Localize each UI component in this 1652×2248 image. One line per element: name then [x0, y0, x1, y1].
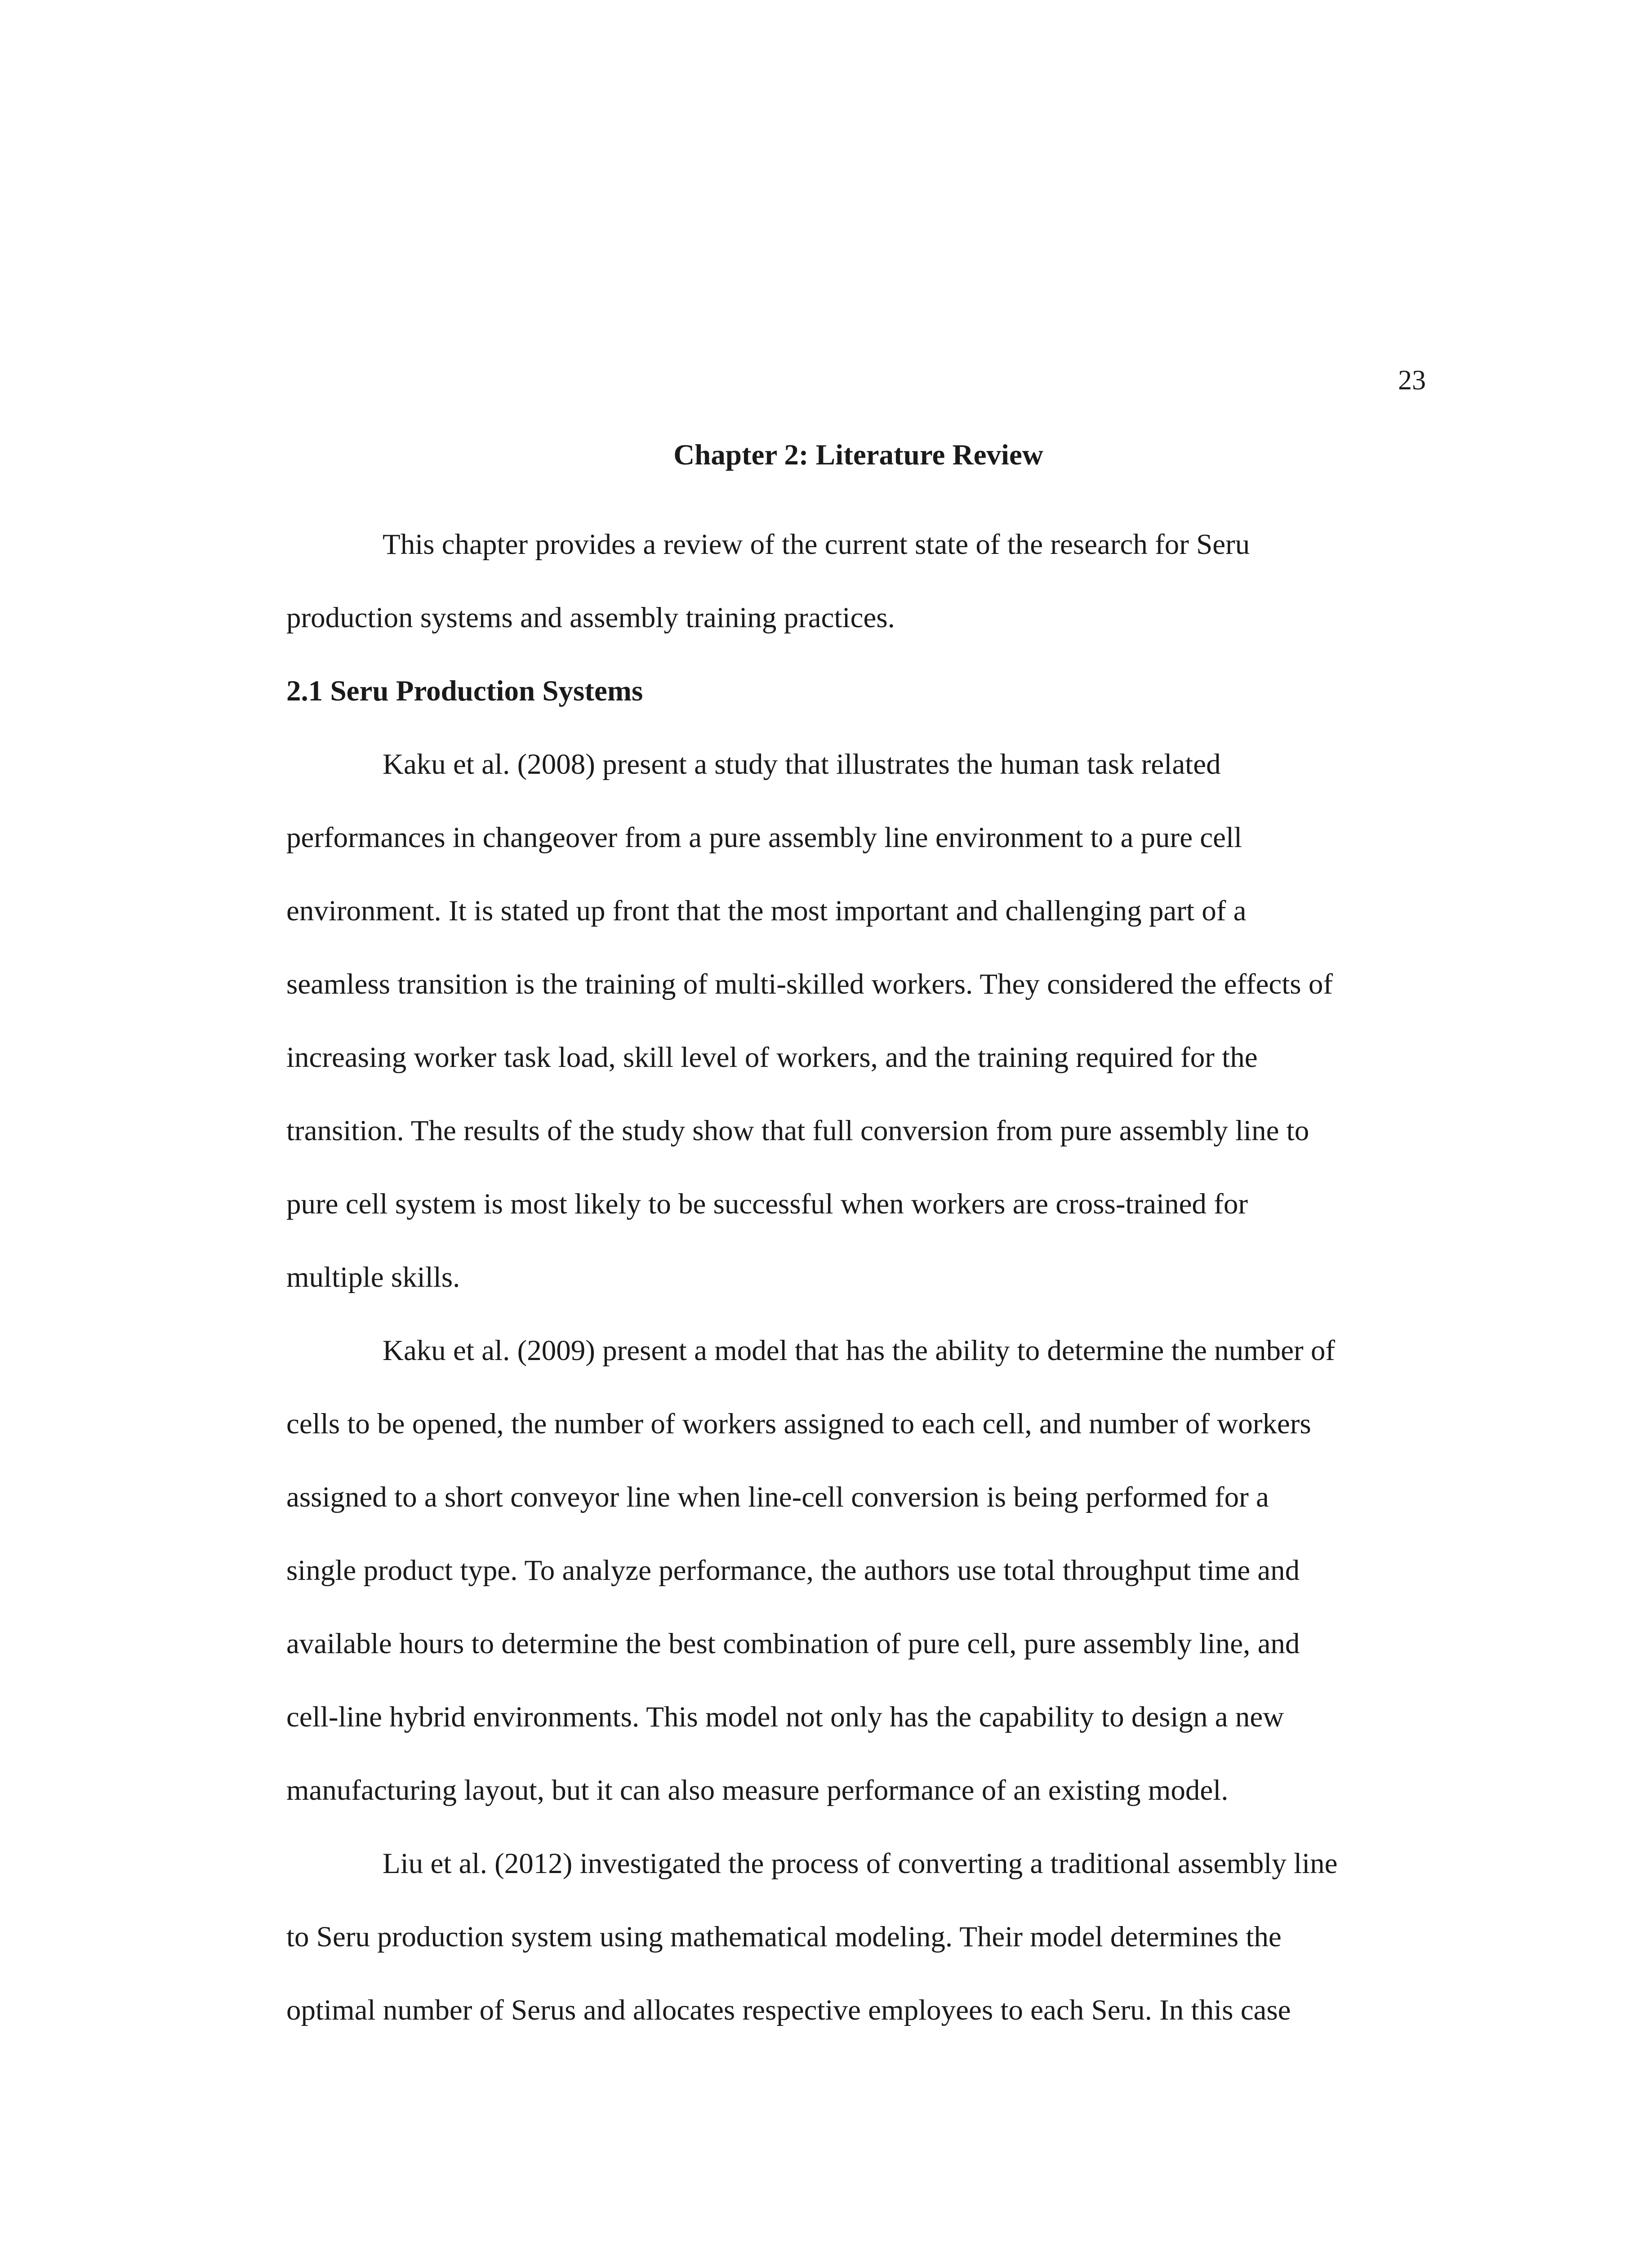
page-number: 23: [1398, 365, 1426, 396]
chapter-title: Chapter 2: Literature Review: [673, 439, 1043, 471]
text-line: pure cell system is most likely to be successful when workers are cross-trained for: [286, 1188, 1248, 1220]
intro-paragraph: [286, 508, 1430, 655]
section-heading: 2.1 Seru Production Systems: [286, 675, 643, 707]
text-line: increasing worker task load, skill level of workers, and the training required for the: [286, 1041, 1258, 1074]
text-line: to Seru production system using mathematical modeling. Their model determines the: [286, 1921, 1282, 1953]
text-line: Kaku et al. (2008) present a study that illustrates the human task related: [383, 748, 1221, 781]
text-line: manufacturing layout, but it can also measure performance of an existing model.: [286, 1774, 1229, 1806]
text-line: performances in changeover from a pure assembly line environment to a pure cell: [286, 821, 1242, 854]
text-line: Kaku et al. (2009) present a model that has the ability to determine the number of: [383, 1334, 1336, 1367]
text-line: Liu et al. (2012) investigated the process of converting a traditional assembly line: [383, 1847, 1338, 1880]
text-line: production systems and assembly training practices.: [286, 602, 895, 634]
paragraph-kaku-2008: [286, 728, 1430, 1314]
text-line: single product type. To analyze performance, the authors use total throughput time and: [286, 1554, 1300, 1587]
text-line: assigned to a short conveyor line when line-cell conversion is being performed for a: [286, 1481, 1269, 1513]
document-body: [286, 438, 1430, 2047]
text-line: optimal number of Serus and allocates respective employees to each Seru. In this case: [286, 1994, 1291, 2026]
text-line: multiple skills.: [286, 1261, 460, 1293]
paragraph-liu-2012: [286, 1827, 1430, 2047]
text-line: available hours to determine the best combination of pure cell, pure assembly line, and: [286, 1628, 1300, 1660]
text-line: This chapter provides a review of the current state of the research for Seru: [383, 528, 1250, 561]
text-line: environment. It is stated up front that the most important and challenging part of a: [286, 895, 1247, 927]
text-line: cells to be opened, the number of workers assigned to each cell, and number of workers: [286, 1408, 1311, 1440]
paragraph-kaku-2009: [286, 1314, 1430, 1827]
text-line: seamless transition is the training of multi-skilled workers. They considered the effects of: [286, 968, 1333, 1000]
text-line: transition. The results of the study show that full conversion from pure assembly line to: [286, 1115, 1309, 1147]
text-line: cell-line hybrid environments. This model not only has the capability to design a new: [286, 1701, 1284, 1733]
